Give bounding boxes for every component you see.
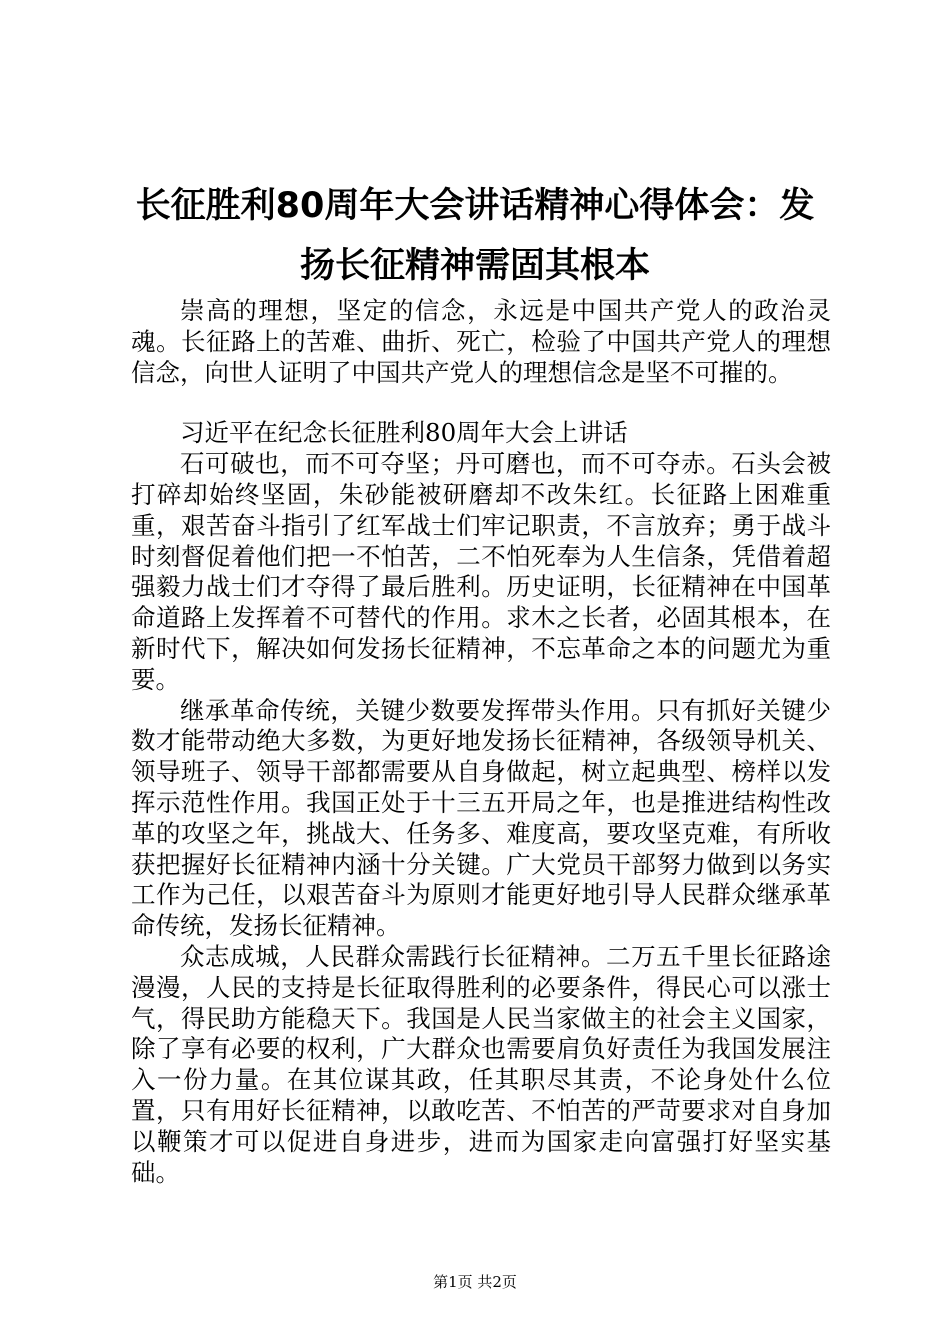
paragraph-body-1: 石可破也，而不可夺坚；丹可磨也，而不可夺赤。石头会被打碎却始终坚固，朱砂能被研磨却不改朱红。长征路上困难重重，艰苦奋斗指引了红军战士们牢记职责，不言放弃；勇于战斗时刻督促着他们把一不怕苦，二不怕死奉为人生信条，凭借着超强毅力战士们才夺得了最后胜利。历史证明，长征精神在中国革命道路上发挥着不可替代的作用。求木之长者，必固其根本，在新时代下，解决如何发扬长征精神，不忘革命之本的问题尤为重要。: [131, 449, 831, 694]
paragraph-body-3: 众志成城，人民群众需践行长征精神。二万五千里长征路途漫漫，人民的支持是长征取得胜利的必要条件，得民心可以涨士气，得民助方能稳天下。我国是人民当家做主的社会主义国家，除了享有必要的权利，广大群众也需要肩负好责任为我国发展注入一份力量。在其位谋其政，任其职尽其责，不论身处什么位置，只有用好长征精神，以敢吃苦、不怕苦的严苛要求对自身加以鞭策才可以促进自身进步，进而为国家走向富强打好坚实基础。: [131, 941, 831, 1187]
document-body: [131, 296, 831, 1188]
paragraph-body-2: 继承革命传统，关键少数要发挥带头作用。只有抓好关键少数才能带动绝大多数，为更好地发扬长征精神，各级领导机关、领导班子、领导干部都需要从自身做起，树立起典型、榜样以发挥示范性作用。我国正处于十三五开局之年，也是推进结构性改革的攻坚之年，挑战大、任务多、难度高，要攻坚克难，有所收获把握好长征精神内涵十分关键。广大党员干部努力做到以务实工作为己任，以艰苦奋斗为原则才能更好地引导人民群众继承革命传统，发扬长征精神。: [131, 695, 831, 941]
paragraph-quote-source: 习近平在纪念长征胜利80周年大会上讲话: [180, 418, 628, 448]
document-title: 长征胜利80周年大会讲话精神心得体会：发扬长征精神需固其根本: [135, 186, 815, 286]
paragraph-intro: 崇高的理想，坚定的信念，永远是中国共产党人的政治灵魂。长征路上的苦难、曲折、死亡，检验了中国共产党人的理想信念，向世人证明了中国共产党人的理想信念是坚不可摧的。: [131, 296, 831, 387]
page-footer: 第1页 共2页: [433, 1273, 517, 1291]
